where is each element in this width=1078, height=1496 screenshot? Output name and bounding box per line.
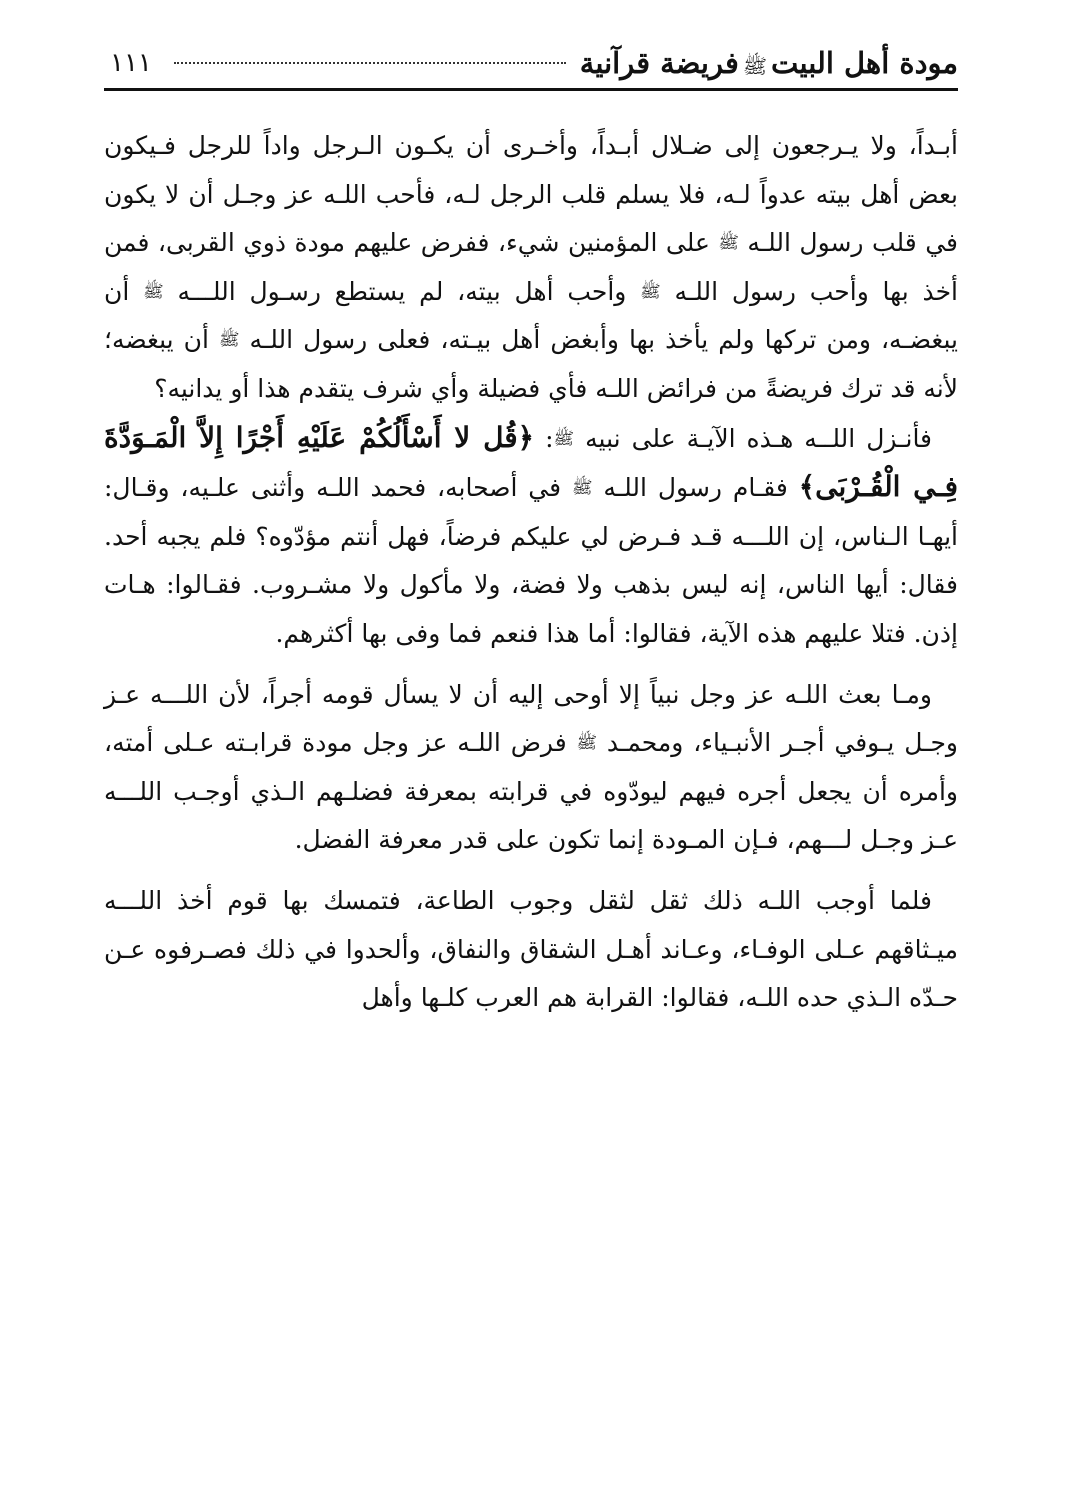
running-header xyxy=(104,38,958,86)
salawat-glyph: ﷺ xyxy=(553,428,575,449)
p1-text-b: على المؤمنين شيء، ففرض عليهم مودة ذوي القربى، فمن أخذ بها وأحب رسول اللـه xyxy=(104,228,958,306)
page-number: ١١١ xyxy=(110,48,152,78)
title-after: فريضة قرآنية xyxy=(579,46,739,80)
honorific-symbol: ﷺ xyxy=(742,54,767,78)
paragraph-2: فأنـزل اللــه هـذه الآيـة على نبيه ﷺ: ﴿قُل لا أَسْأَلُكُمْ عَلَيْهِ أَجْرًا إِلاَّ الْمَـوَدَّةَ فِـي الْقُـرْبَى﴾ فقـام رسول اللـه ﷺ في أصحابه، فحمد اللـه وأثنى علـيه، وقـال: أيهـا الـناس، إن اللـــه قـد فـرض لي عليكم فرضاً، فهل أنتم مؤدّوه؟ فلم يجبه أحد. فقال: أيها الناس، إنه ليس بذهب ولا فضة، ولا مأكول ولا مشـروب. فقـالوا: هـات إذن. فتلا عليهم هذه الآية، فقالوا: أما هذا فنعم فما وفى بها أكثرهم. xyxy=(104,420,959,648)
salawat-glyph: ﷺ xyxy=(718,233,739,254)
title-before: مودة أهل البيت xyxy=(771,46,958,80)
paragraph-1 xyxy=(104,122,958,414)
main-text xyxy=(104,122,958,1023)
salawat-glyph: ﷺ xyxy=(640,281,661,302)
salawat-glyph: ﷺ xyxy=(576,733,598,754)
salawat-glyph: ﷺ xyxy=(571,478,593,499)
salawat-glyph: ﷺ xyxy=(143,281,164,302)
p1-text-e: أن يبغضه؛ لأنه قد ترك فريضةً من فرائض اللـه فأي فضيلة وأي شرف يتقدم هذا أو يدانيه؟ xyxy=(104,325,958,403)
header-rule xyxy=(104,88,958,91)
leader-dots xyxy=(174,62,566,64)
p2-text-a: فأنـزل اللــه هـذه الآيـة على نبيه xyxy=(585,423,933,453)
p2-text-b: فقـام رسول اللـه xyxy=(603,473,788,503)
paragraph-4: فلما أوجب اللـه ذلك ثقل لثقل وجوب الطاعة، فتمسك بها قوم أخذ اللـــه ميـثاقهم عـلى الوفـاء، وعـاند أهـل الشقاق والنفاق، وألحدوا في ذلك فصـرفوه عـن حـدّه الـذي حده اللـه، فقالوا: القرابة هم العرب كلـها وأهل xyxy=(104,885,958,1013)
p1-text-d: أن يبغضـه، ومن تركها ولم يأخذ بها وأبغض أهل بيـته، فعلى رسول اللـه xyxy=(104,276,958,355)
p3-text-a: ومـا بعث اللـه عز وجل نبياً إلا أوحى إليه أن لا يسأل قومه أجراً، لأن اللـــه عـز وجـل يـوفي أجـر الأنبـياء، ومحمـد xyxy=(104,679,958,758)
running-title xyxy=(580,46,958,83)
p1-text-a: أبـداً، ولا يـرجعون إلى ضـلال أبـداً، وأخـرى أن يكـون الـرجل واداً للرجل فـيكون بعض أهل بيته عدواً لـه، فلا يسلم قلب الرجل لـه، فأحب اللـه عز وجـل أن لا يكون في قلب رسول اللـه xyxy=(104,131,958,258)
p3-text-b: فرض اللـه عز وجل مودة قرابـته عـلى أمته، وأمره أن يجعل أجره فيهم ليودّوه في قرابته بمعرفة فضلـهم الـذي أوجـب اللـــه عـز وجـل لـــهم، فـإن المـودة إنما تكون على قدر معرفة الفضل. xyxy=(104,728,958,855)
p2-text-c: في أصحابه، فحمد اللـه وأثنى علـيه، وقـال: أيهـا الـناس، إن اللـــه قـد فـرض لي عليكم فرضاً، فهل أنتم مؤدّوه؟ فلم يجبه أحد. فقال: أيها الناس، إنه ليس بذهب ولا فضة، ولا مأكول ولا مشـروب. فقـالوا: هـات إذن. فتلا عليهم هذه الآية، فقالوا: أما هذا فنعم فما وفى بها أكثرهم. xyxy=(104,473,958,648)
p1-text-c: وأحب أهل بيته، لم يستطع رسـول اللـــه xyxy=(177,276,627,306)
quran-verse: ﴿قُل لا أَسْأَلُكُمْ عَلَيْهِ أَجْرًا إِلاَّ الْمَـوَدَّةَ فِـي الْقُـرْبَى﴾ xyxy=(104,420,959,504)
paragraph-3 xyxy=(104,671,958,865)
salawat-glyph: ﷺ xyxy=(218,330,240,351)
